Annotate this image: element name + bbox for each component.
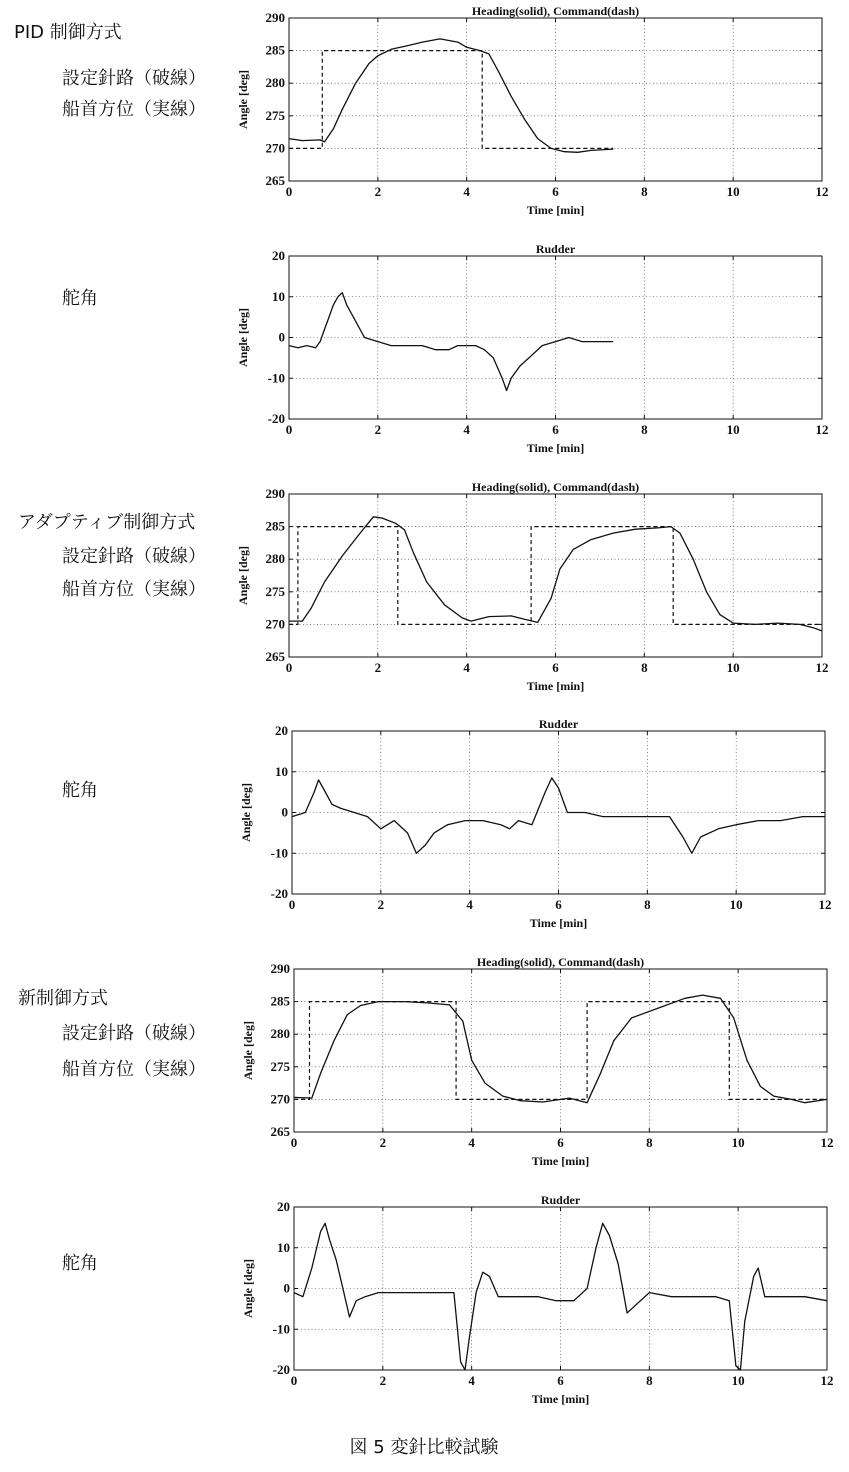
x-tick-label: 4 bbox=[466, 897, 473, 912]
y-tick-label: 0 bbox=[281, 804, 288, 820]
y-tick-label: -10 bbox=[267, 370, 285, 386]
plot-new-rudder bbox=[241, 1193, 834, 1406]
y-tick-label: 0 bbox=[278, 329, 285, 345]
y-tick-label: 270 bbox=[270, 1091, 290, 1107]
x-tick-label: 6 bbox=[552, 184, 559, 199]
x-tick-label: 0 bbox=[285, 184, 293, 199]
x-axis-label: Time [min] bbox=[529, 916, 588, 930]
x-tick-label: 0 bbox=[290, 1373, 298, 1388]
y-tick-label: 290 bbox=[265, 486, 285, 501]
x-tick-label: 12 bbox=[815, 184, 829, 199]
x-axis-label: Time [min] bbox=[526, 203, 585, 217]
y-tick-label: 265 bbox=[265, 649, 285, 664]
x-axis-label: Time [min] bbox=[531, 1392, 590, 1406]
x-tick-label: 10 bbox=[731, 1135, 745, 1150]
x-tick-label: 4 bbox=[463, 422, 470, 437]
group-2-heading-label: 船首方位（実線） bbox=[62, 579, 206, 600]
x-tick-label: 0 bbox=[290, 1135, 298, 1150]
y-tick-label: -20 bbox=[270, 886, 288, 901]
y-tick-label: 280 bbox=[270, 1026, 290, 1042]
group-3-rudder-label: 舵角 bbox=[62, 1253, 98, 1274]
y-tick-label: 290 bbox=[265, 10, 285, 25]
group-1-rudder-label: 舵角 bbox=[62, 288, 98, 309]
x-tick-label: 4 bbox=[463, 660, 470, 675]
y-tick-label: 10 bbox=[272, 288, 285, 304]
x-tick-label: 8 bbox=[644, 897, 651, 912]
y-tick-label: 275 bbox=[265, 107, 285, 123]
y-tick-label: -20 bbox=[267, 411, 285, 426]
x-tick-label: 12 bbox=[820, 1135, 834, 1150]
x-tick-label: 8 bbox=[646, 1135, 653, 1150]
x-tick-label: 8 bbox=[641, 184, 648, 199]
series-rudder-line bbox=[289, 293, 613, 391]
x-tick-label: 2 bbox=[374, 660, 382, 675]
x-tick-label: 12 bbox=[815, 422, 829, 437]
group-1-title: PID 制御方式 bbox=[14, 22, 122, 43]
x-tick-label: 0 bbox=[285, 660, 293, 675]
x-tick-label: 4 bbox=[468, 1373, 475, 1388]
y-tick-label: 20 bbox=[272, 248, 285, 263]
x-tick-label: 12 bbox=[818, 897, 832, 912]
x-tick-label: 8 bbox=[646, 1373, 653, 1388]
x-tick-label: 2 bbox=[377, 897, 385, 912]
x-tick-label: 0 bbox=[288, 897, 296, 912]
y-tick-label: 290 bbox=[270, 961, 290, 976]
group-2-title: アダプティブ制御方式 bbox=[18, 512, 196, 533]
series-heading-line bbox=[289, 39, 613, 152]
plot-adaptive-rudder bbox=[239, 717, 832, 930]
x-tick-label: 6 bbox=[557, 1373, 564, 1388]
x-axis-label: Time [min] bbox=[526, 679, 585, 693]
y-tick-label: 285 bbox=[265, 42, 285, 58]
y-tick-label: 270 bbox=[265, 616, 285, 632]
plot-new-heading bbox=[241, 955, 834, 1168]
plot-pid-heading bbox=[236, 4, 829, 217]
y-tick-label: 280 bbox=[265, 75, 285, 91]
x-tick-label: 10 bbox=[731, 1373, 745, 1388]
y-axis-label: Angle [deg] bbox=[239, 783, 253, 842]
x-tick-label: 6 bbox=[555, 897, 562, 912]
x-tick-label: 2 bbox=[379, 1135, 387, 1150]
series-command-line bbox=[289, 51, 613, 149]
x-tick-label: 10 bbox=[726, 422, 740, 437]
x-tick-label: 6 bbox=[552, 422, 559, 437]
y-tick-label: 280 bbox=[265, 551, 285, 567]
group-2-command-label: 設定針路（破線） bbox=[62, 546, 206, 567]
x-tick-label: 12 bbox=[820, 1373, 834, 1388]
y-tick-label: 285 bbox=[265, 518, 285, 534]
x-tick-label: 12 bbox=[815, 660, 829, 675]
y-tick-label: 10 bbox=[275, 763, 288, 779]
y-tick-label: -20 bbox=[272, 1362, 290, 1377]
x-tick-label: 10 bbox=[726, 660, 740, 675]
y-tick-label: 270 bbox=[265, 140, 285, 156]
y-axis-label: Angle [deg] bbox=[236, 70, 250, 129]
x-tick-label: 0 bbox=[285, 422, 293, 437]
plot-title: Heading(solid), Command(dash) bbox=[471, 4, 640, 18]
y-tick-label: 20 bbox=[277, 1199, 290, 1214]
plot-pid-rudder bbox=[236, 242, 829, 455]
plot-title: Rudder bbox=[540, 1193, 581, 1207]
group-3-command-label: 設定針路（破線） bbox=[62, 1023, 206, 1044]
x-tick-label: 2 bbox=[374, 422, 382, 437]
group-1-command-label: 設定針路（破線） bbox=[62, 68, 206, 89]
x-axis-label: Time [min] bbox=[531, 1154, 590, 1168]
y-tick-label: -10 bbox=[270, 845, 288, 861]
plot-title: Rudder bbox=[538, 717, 579, 731]
x-tick-label: 2 bbox=[379, 1373, 387, 1388]
x-tick-label: 2 bbox=[374, 184, 382, 199]
group-3-title: 新制御方式 bbox=[18, 988, 108, 1009]
y-axis-label: Angle [deg] bbox=[241, 1021, 255, 1080]
plot-title: Heading(solid), Command(dash) bbox=[471, 480, 640, 494]
y-tick-label: -10 bbox=[272, 1321, 290, 1337]
y-tick-label: 10 bbox=[277, 1239, 290, 1255]
y-tick-label: 275 bbox=[265, 583, 285, 599]
x-tick-label: 10 bbox=[726, 184, 740, 199]
y-axis-label: Angle [deg] bbox=[236, 546, 250, 605]
y-tick-label: 0 bbox=[283, 1280, 290, 1296]
group-3-heading-label: 船首方位（実線） bbox=[62, 1059, 206, 1080]
x-tick-label: 8 bbox=[641, 660, 648, 675]
x-tick-label: 4 bbox=[468, 1135, 475, 1150]
plot-adaptive-heading bbox=[236, 480, 829, 693]
y-tick-label: 265 bbox=[270, 1124, 290, 1139]
y-tick-label: 285 bbox=[270, 993, 290, 1009]
figure-caption: 図 5 変針比較試験 bbox=[349, 1437, 499, 1458]
y-tick-label: 20 bbox=[275, 723, 288, 738]
x-tick-label: 10 bbox=[729, 897, 743, 912]
x-tick-label: 6 bbox=[552, 660, 559, 675]
x-axis-label: Time [min] bbox=[526, 441, 585, 455]
y-axis-label: Angle [deg] bbox=[241, 1259, 255, 1318]
y-tick-label: 265 bbox=[265, 173, 285, 188]
plot-title: Heading(solid), Command(dash) bbox=[476, 955, 645, 969]
x-tick-label: 8 bbox=[641, 422, 648, 437]
group-1-heading-label: 船首方位（実線） bbox=[62, 99, 206, 120]
x-tick-label: 6 bbox=[557, 1135, 564, 1150]
y-axis-label: Angle [deg] bbox=[236, 308, 250, 367]
group-2-rudder-label: 舵角 bbox=[62, 780, 98, 801]
x-tick-label: 4 bbox=[463, 184, 470, 199]
plot-title: Rudder bbox=[535, 242, 576, 256]
y-tick-label: 275 bbox=[270, 1058, 290, 1074]
